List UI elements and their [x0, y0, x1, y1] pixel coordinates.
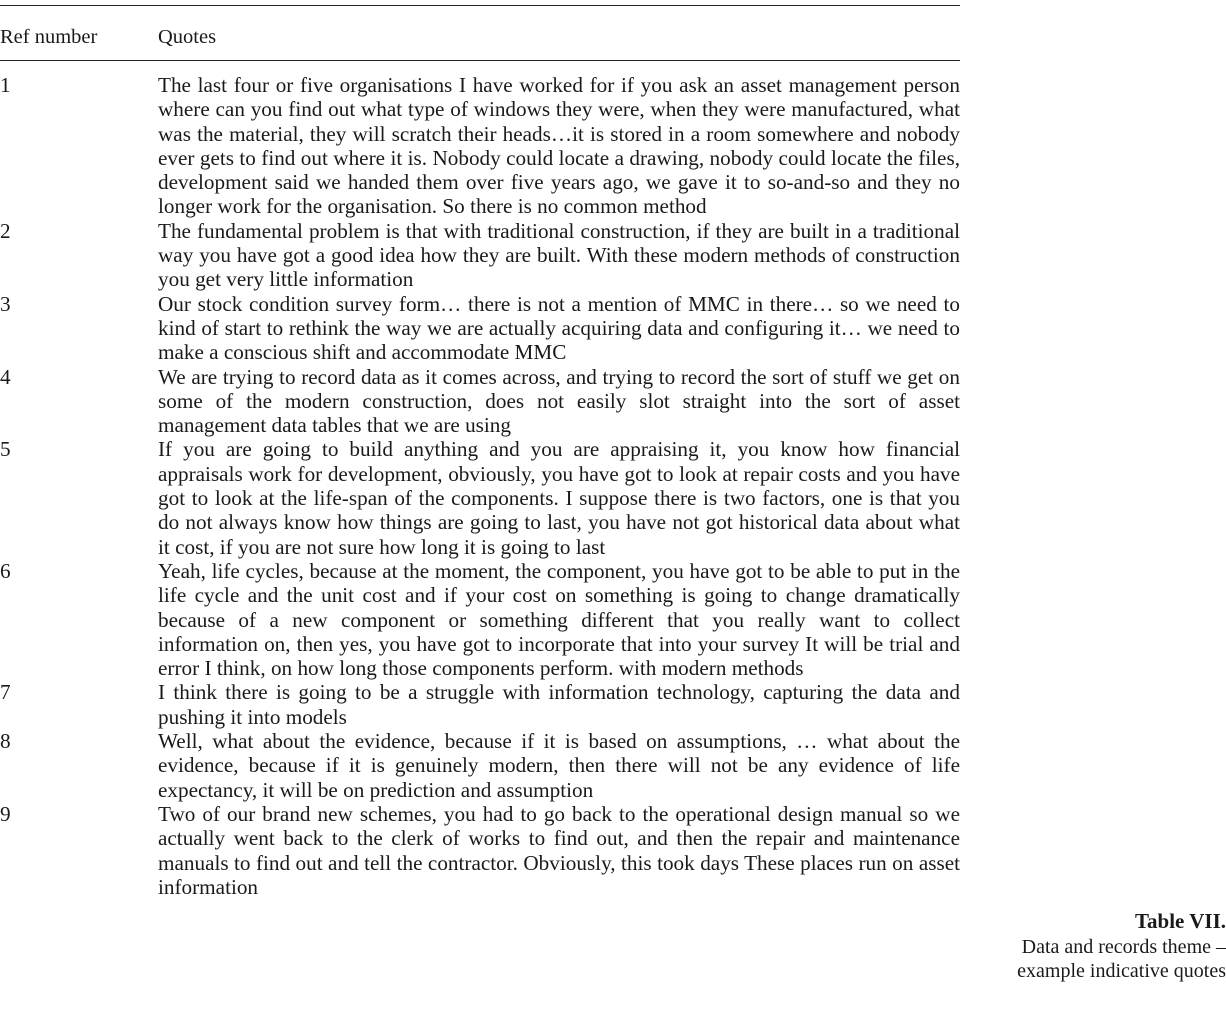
caption-label: Table VII. — [1134, 909, 1226, 933]
quote-text: We are trying to record data as it comes across, and trying to record the sort of stuff we get on some of the modern construction, does not easily slot straight into the sort of asset management data tables that we are using — [158, 364, 960, 438]
ref-number: 3 — [0, 291, 11, 316]
quote-text: Well, what about the evidence, because if it is based on assumptions, … what about the evidence, because if it is genuinely modern, then there will not be any evidence of life expectancy, it will be on prediction and assumption — [158, 729, 960, 802]
table-row — [0, 729, 960, 802]
quote-text: If you are going to build anything and you are appraising it, you know how financial appraisals work for development, obviously, you have got to look at repair costs and you have got to look at the life-span of the components. I suppose there is two factors, one is that you do not always know how things are going to last, you have not got historical data about what it cost, if you are not sure how long it is going to last — [158, 437, 960, 559]
ref-number: 5 — [0, 437, 11, 462]
ref-number: 4 — [0, 364, 11, 389]
table-row — [0, 802, 960, 899]
table-body — [0, 73, 960, 899]
header-rule — [0, 60, 960, 61]
table-row — [0, 219, 960, 292]
quote-text: I think there is going to be a struggle with information technology, capturing the data and pushing it into models — [158, 680, 960, 729]
table-header — [0, 6, 960, 49]
table-row — [0, 680, 960, 729]
quote-text: Two of our brand new schemes, you had to go back to the operational design manual so we actually went back to the clerk of works to find out, and then the repair and maintenance manuals to find out and tell the contractor. Obviously, this took days These places run on asset information — [158, 801, 960, 899]
caption-text: Data and records theme – example indicative quotes — [1017, 936, 1226, 982]
header-ref-number: Ref number — [0, 26, 98, 48]
ref-number: 7 — [0, 680, 11, 705]
table-row — [0, 437, 960, 558]
table-row — [0, 73, 960, 219]
table-row — [0, 292, 960, 365]
ref-number: 1 — [0, 73, 11, 97]
quote-text: The fundamental problem is that with traditional construction, if they are built in a traditional way you have got a good idea how they are built. With these modern methods of construction you get very little information — [158, 218, 960, 292]
ref-number: 9 — [0, 801, 11, 826]
header-quotes: Quotes — [158, 26, 217, 48]
ref-number: 8 — [0, 729, 11, 754]
table-caption — [966, 909, 1226, 983]
ref-number: 2 — [0, 218, 11, 243]
ref-number: 6 — [0, 558, 11, 583]
quote-text: Yeah, life cycles, because at the moment, the component, you have got to be able to put in the life cycle and the unit cost and if your cost on something is going to change dramatically because of a new component or something different that you really want to collect information on, then yes, you have got to incorporate that into your survey It will be trial and error I think, on how long those components perform. with modern methods — [158, 558, 960, 681]
table-row — [0, 365, 960, 438]
quote-text: Our stock condition survey form… there is not a mention of MMC in there… so we need to kind of start to rethink the way we are actually acquiring data and configuring it… we need to make a conscious shift and accommodate MMC — [158, 291, 960, 365]
quote-text: The last four or five organisations I have worked for if you ask an asset management person where can you find out what type of windows they were, when they were manufactured, what was the material, they will scratch their heads…it is stored in a room somewhere and nobody ever gets to find out where it is. Nobody could locate a drawing, nobody could locate the files, development said we handed them over five years ago, we gave it to so-and-so and they no longer work for the organisation. So there is no common method — [158, 73, 960, 219]
table-row — [0, 559, 960, 680]
quotes-table — [0, 5, 960, 899]
